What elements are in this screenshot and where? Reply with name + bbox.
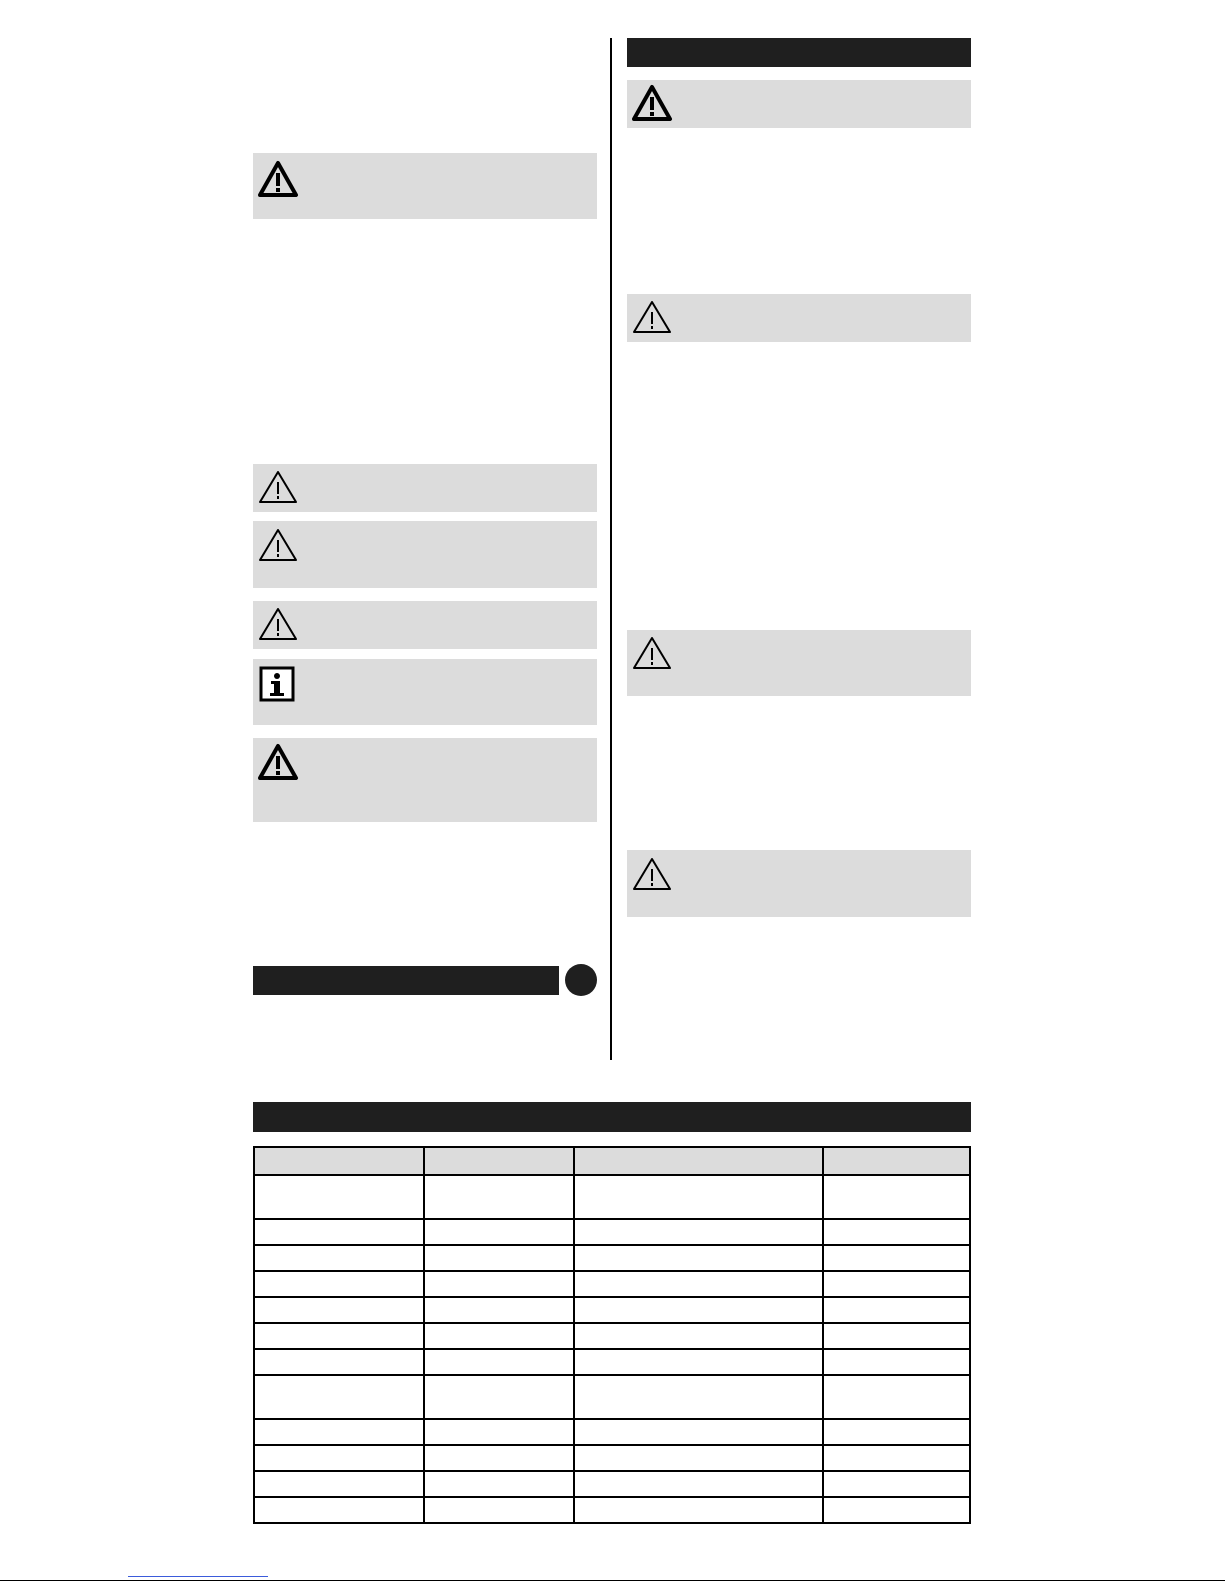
- table-cell: [254, 1245, 424, 1271]
- table-row: [254, 1497, 970, 1523]
- table-cell: [254, 1497, 424, 1523]
- section-header-bar-left: [253, 966, 559, 995]
- page-bottom-rule: [0, 1580, 1225, 1581]
- table-cell: [254, 1297, 424, 1323]
- table-cell: [574, 1175, 823, 1219]
- warning-note-7: [627, 294, 971, 342]
- table-cell: [424, 1497, 575, 1523]
- table-cell: [574, 1375, 823, 1419]
- table-cell: [424, 1323, 575, 1349]
- table-cell: [574, 1419, 823, 1445]
- table-cell: [574, 1445, 823, 1471]
- table-cell: [424, 1175, 575, 1219]
- table-cell: [823, 1375, 970, 1419]
- table-cell: [823, 1175, 970, 1219]
- table-cell: [574, 1245, 823, 1271]
- table-header-cell: [254, 1147, 424, 1175]
- table-row: [254, 1419, 970, 1445]
- table-row: [254, 1445, 970, 1471]
- table-cell: [574, 1271, 823, 1297]
- table-row: [254, 1349, 970, 1375]
- table-row: [254, 1175, 970, 1219]
- table-cell: [574, 1219, 823, 1245]
- table-row: [254, 1245, 970, 1271]
- warning-triangle-icon: [257, 606, 299, 642]
- table-cell: [823, 1497, 970, 1523]
- table-cell: [254, 1419, 424, 1445]
- section-header-bar-specs: [253, 1102, 971, 1132]
- table-cell: [254, 1175, 424, 1219]
- table-cell: [823, 1419, 970, 1445]
- table-cell: [823, 1323, 970, 1349]
- table-cell: [823, 1245, 970, 1271]
- warning-note-6: [627, 80, 971, 128]
- warning-triangle-icon: [631, 856, 673, 892]
- warning-triangle-icon: [631, 635, 673, 671]
- column-divider: [610, 38, 612, 1060]
- table-header-row: [254, 1147, 970, 1175]
- warning-triangle-icon: [631, 299, 673, 335]
- warning-triangle-icon: [257, 160, 299, 198]
- table-cell: [424, 1419, 575, 1445]
- warning-note-3: [253, 521, 597, 588]
- table-cell: [574, 1297, 823, 1323]
- table-cell: [254, 1219, 424, 1245]
- table-cell: [823, 1349, 970, 1375]
- table-cell: [823, 1297, 970, 1323]
- table-cell: [254, 1349, 424, 1375]
- table-cell: [424, 1271, 575, 1297]
- table-cell: [424, 1297, 575, 1323]
- table-cell: [574, 1497, 823, 1523]
- table-cell: [424, 1349, 575, 1375]
- table-row: [254, 1271, 970, 1297]
- table-cell: [254, 1323, 424, 1349]
- section-header-bar-right: [627, 38, 971, 67]
- warning-triangle-icon: [257, 743, 299, 781]
- table-cell: [424, 1375, 575, 1419]
- table-cell: [823, 1219, 970, 1245]
- info-icon: [259, 666, 295, 702]
- table-header-cell: [424, 1147, 575, 1175]
- table-cell: [424, 1245, 575, 1271]
- table-cell: [424, 1219, 575, 1245]
- table-cell: [574, 1349, 823, 1375]
- warning-note-9: [627, 850, 971, 917]
- warning-triangle-icon: [257, 469, 299, 505]
- table-cell: [424, 1471, 575, 1497]
- footer-link-underline[interactable]: [128, 1576, 268, 1577]
- table-cell: [823, 1445, 970, 1471]
- table-cell: [823, 1471, 970, 1497]
- table-row: [254, 1219, 970, 1245]
- table-cell: [424, 1445, 575, 1471]
- table-header-cell: [574, 1147, 823, 1175]
- table-cell: [254, 1445, 424, 1471]
- warning-note-5: [253, 738, 597, 822]
- warning-note-2: [253, 464, 597, 512]
- table-cell: [574, 1323, 823, 1349]
- warning-note-1: [253, 153, 597, 219]
- table-row: [254, 1375, 970, 1419]
- table-header-cell: [823, 1147, 970, 1175]
- info-note: [253, 659, 597, 725]
- warning-note-8: [627, 630, 971, 696]
- specifications-table: [253, 1146, 971, 1524]
- table-cell: [574, 1471, 823, 1497]
- table-cell: [254, 1271, 424, 1297]
- table-row: [254, 1323, 970, 1349]
- section-marker-dot: [565, 964, 597, 996]
- table-cell: [254, 1375, 424, 1419]
- table-row: [254, 1471, 970, 1497]
- warning-note-4: [253, 601, 597, 649]
- table-cell: [254, 1471, 424, 1497]
- warning-triangle-icon: [631, 84, 673, 122]
- table-row: [254, 1297, 970, 1323]
- warning-triangle-icon: [257, 527, 299, 563]
- table-cell: [823, 1271, 970, 1297]
